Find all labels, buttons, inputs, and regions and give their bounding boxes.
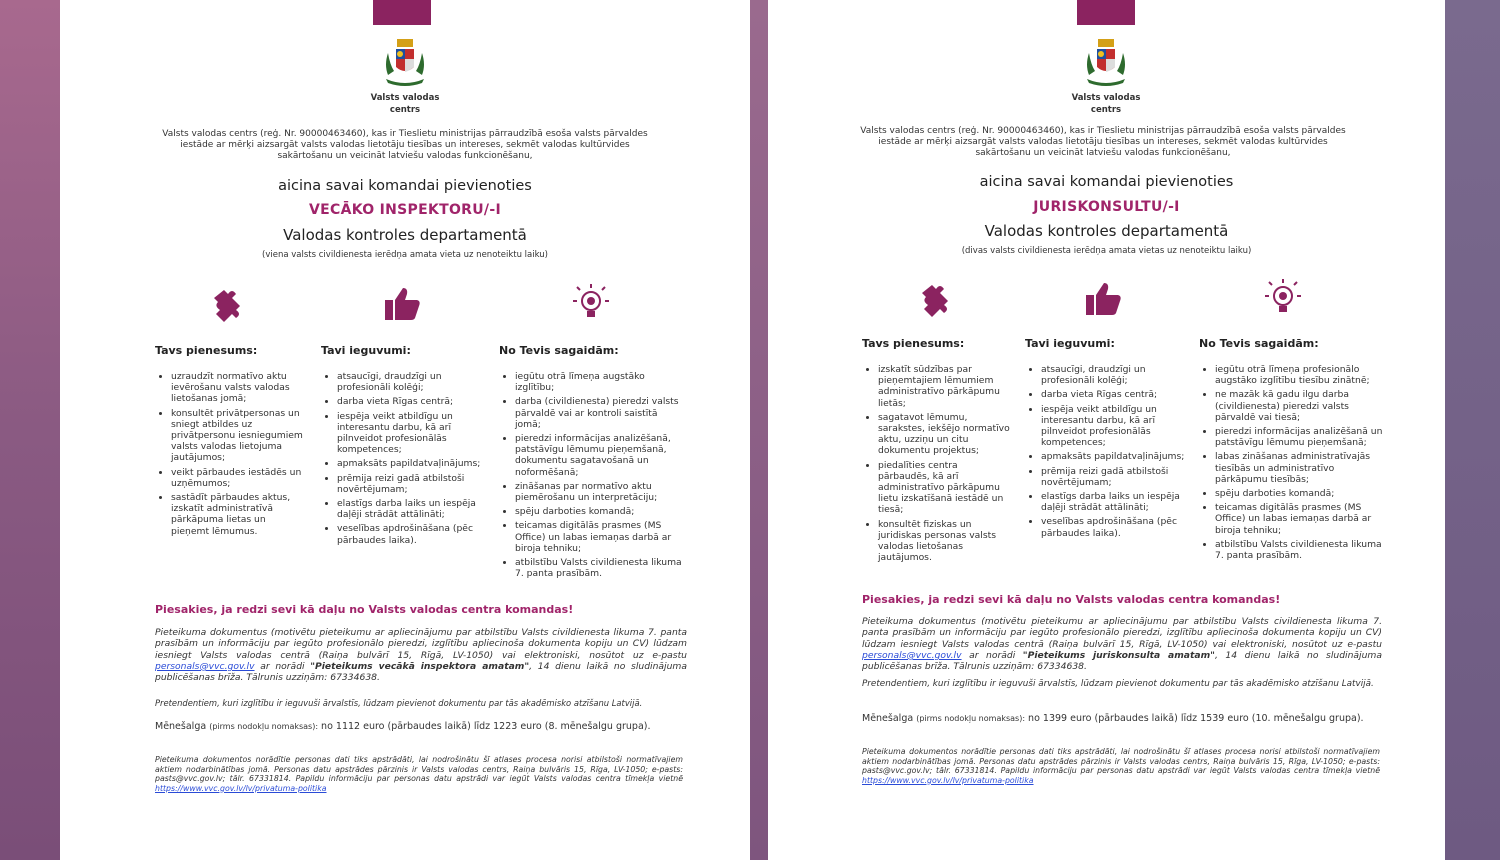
logo — [1066, 35, 1146, 115]
document-page-2 — [768, 0, 1445, 860]
list-item: • sastādīt pārbaudes aktus, izskatīt administratīvā pārkāpuma lietas un pieņemt lēmumus. — [171, 492, 305, 537]
document-page-1 — [60, 0, 750, 860]
invite-text: aicina savai komandai pievienoties — [979, 174, 1234, 190]
list-item: • konsultēt privātpersonas un sniegt atbildes uz privātpersonu iesniegumiem valsts valodas lietojuma jautājumos; — [171, 408, 305, 464]
post-type: (viena valsts civildienesta ierēdņa amata vieta uz nenoteiktu laiku) — [262, 250, 548, 260]
column-contribution — [862, 337, 1012, 566]
foreign-education-text: Pretendentiem, kuri izglītību ir ieguvuši ārvalstīs, lūdzam pievienot dokumentu par tās akadēmisko atzīšanu Latvijā. — [862, 679, 1374, 689]
puzzle-icon — [916, 279, 960, 319]
list-item: • iespēja veikt atbildīgu un interesantu darbu, kā arī pilnveidot profesionālās kompetences; — [1041, 404, 1190, 449]
logo-name-2: centrs — [1090, 105, 1122, 115]
list-item: • apmaksāts papildatvaļinājums; — [337, 458, 486, 469]
list-item: • darba (civildienesta) pieredzi valsts pārvaldē vai ar kontroli saistītā jomā; — [515, 396, 684, 430]
role-title: VECĀKO INSPEKTORU/-I — [309, 202, 501, 218]
salary-text: Mēnešalga (pirms nodokļu nomaksas): no 1112 euro (pārbaudes laikā) līdz 1223 euro (8. mēnešalgu grupa). — [155, 721, 651, 732]
list-item: • atbilstību Valsts civildienesta likuma 7. panta prasībām. — [515, 557, 684, 579]
column-requirements — [1199, 337, 1384, 564]
list-item: • iespēja veikt atbildīgu un interesantu darbu, kā arī pilnveidot profesionālās kompetences; — [337, 411, 486, 456]
intro-text: Valsts valodas centrs (reģ. Nr. 90000463460), kas ir Tieslietu ministrijas pārraudzībā esoša valsts pārvaldes iestāde ar mērķi aizsargāt valsts valodas lietotāju tiesības un intereses, sekmēt valodas kultūrvides sakārtošanu un veicināt latviešu valodas funkcionēšanu, — [860, 126, 1346, 158]
email-link[interactable]: personals@vvc.gov.lv — [155, 660, 255, 672]
bullet-list — [321, 371, 486, 546]
list-item: • piedalīties centra pārbaudēs, kā arī administratīvo pārkāpumu lietu izskatīšanā iestādē un tiesā; — [878, 460, 1012, 516]
logo-name-1: Valsts valodas — [1071, 93, 1141, 103]
coat-of-arms-icon — [382, 35, 428, 87]
list-item: • pieredzi informācijas analizēšanā un patstāvīgu lēmumu pieņemšanā; — [1215, 426, 1384, 448]
bullet-list — [155, 371, 305, 537]
privacy-link[interactable]: https://www.vvc.gov.lv/lv/privatuma-politika — [155, 783, 327, 793]
list-item: • elastīgs darba laiks un iespēja daļēji strādāt attālināti; — [1041, 491, 1190, 513]
application-text: Pieteikuma dokumentus (motivētu pieteikumu ar apliecinājumu par atbilstību Valsts civildienesta likuma 7. panta prasībām un informāciju par iegūto profesionālo pieredzi, izglītību apliecinoša dokumenta kopiju un CV) lūdzam iesniegt Valsts valodas centrā (Raiņa bulvārī 15, Rīgā, LV-1050) vai elektroniski, nosūtot uz e-pastu personals@vvc.gov.lv ar norādi "Pieteikums juriskonsulta amatam", 14 dienu laikā no sludinājuma publicēšanas brīža. Tālrunis uzziņām: 67334638. — [862, 616, 1382, 673]
call-to-action: Piesakies, ja redzi sevi kā daļu no Valsts valodas centra komandas! — [862, 593, 1281, 606]
column-benefits — [321, 344, 486, 549]
list-item: • zināšanas par normatīvo aktu piemērošanu un interpretāciju; — [515, 481, 684, 503]
list-item: • uzraudzīt normatīvo aktu ievērošanu valsts valodas lietošanas jomā; — [171, 371, 305, 405]
puzzle-icon — [208, 284, 252, 324]
list-item: • iegūtu otrā līmeņa augstāko izglītību; — [515, 371, 684, 393]
list-item: • veselības apdrošināšana (pēc pārbaudes laika). — [1041, 516, 1190, 538]
logo-name-1: Valsts valodas — [370, 93, 440, 103]
background-right — [1445, 0, 1500, 860]
column-title: No Tevis sagaidām: — [499, 344, 619, 357]
list-item: • veselības apdrošināšana (pēc pārbaudes laika). — [337, 523, 486, 545]
department: Valodas kontroles departamentā — [984, 222, 1229, 240]
logo-name-2: centrs — [389, 105, 421, 115]
list-item: • labas zināšanas administratīvajās tiesībās un administratīvo pārkāpumu tiesībās; — [1215, 451, 1384, 485]
list-item: • darba vieta Rīgas centrā; — [337, 396, 486, 407]
list-item: • atbilstību Valsts civildienesta likuma 7. panta prasībām. — [1215, 539, 1384, 561]
lightbulb-icon — [1261, 277, 1305, 317]
department: Valodas kontroles departamentā — [283, 226, 527, 244]
lightbulb-icon — [569, 282, 613, 322]
intro-text: Valsts valodas centrs (reģ. Nr. 90000463460), kas ir Tieslietu ministrijas pārraudzībā esoša valsts pārvaldes iestāde ar mērķi aizsargāt valsts valodas lietotāju tiesības un intereses, sekmēt valodas kultūrvides sakārtošanu un veicināt latviešu valodas funkcionēšanu, — [162, 129, 648, 161]
email-link[interactable]: personals@vvc.gov.lv — [862, 649, 962, 661]
foreign-education-text: Pretendentiem, kuri izglītību ir ieguvuši ārvalstīs, lūdzam pievienot dokumentu par tās akadēmisko atzīšanu Latvijā. — [155, 698, 643, 708]
bullet-list — [1025, 364, 1190, 539]
post-type: (divas valsts civildienesta ierēdņa amata vietas uz nenoteiktu laiku) — [961, 246, 1252, 256]
list-item: • iegūtu otrā līmeņa profesionālo augstāko izglītību tiesību zinātnē; — [1215, 364, 1384, 386]
background-left — [0, 0, 60, 860]
column-title: Tavi ieguvumi: — [1025, 337, 1115, 350]
list-item: • ne mazāk kā gadu ilgu darba (civildienesta) pieredzi valsts pārvaldē vai tiesā; — [1215, 389, 1384, 423]
list-item: • atsaucīgi, draudzīgi un profesionāli kolēģi; — [1041, 364, 1190, 386]
column-title: Tavi ieguvumi: — [321, 344, 411, 357]
role-title: JURISKONSULTU/-I — [1033, 199, 1180, 215]
list-item: • darba vieta Rīgas centrā; — [1041, 389, 1190, 400]
privacy-text: Pieteikuma dokumentos norādītie personas dati tiks apstrādāti, lai nodrošinātu šī atlases procesa norisi atbilstoši normatīvajiem aktiem nodarbinātības jomā. Personas datu apstrādes pārzinis ir Valsts valodas centrs, Raiņa bulvāris 15, Rīga, LV-1050; e-pasts: pasts@vvc.gov.lv; tālr. 67331814. Papildu informāciju par personas datu apstrādi var iegūt Valsts valodas centra tīmekļa vietnē https://www.vvc.gov.lv/lv/privatuma-politika — [862, 747, 1380, 785]
list-item: • atsaucīgi, draudzīgi un profesionāli kolēģi; — [337, 371, 486, 393]
list-item: • spēju darboties komandā; — [515, 506, 684, 517]
list-item: • konsultēt fiziskas un juridiskas personas valsts valodas lietošanas jautājumos. — [878, 519, 1012, 564]
list-item: • izskatīt sūdzības par pieņemtajiem lēmumiem administratīvo pārkāpumu lietās; — [878, 364, 1012, 409]
thumbs-up-icon — [1082, 279, 1126, 319]
list-item: • teicamas digitālās prasmes (MS Office) un labas iemaņas darbā ar biroja tehniku; — [515, 520, 684, 554]
application-text: Pieteikuma dokumentus (motivētu pieteikumu ar apliecinājumu par atbilstību Valsts civildienesta likuma 7. panta prasībām un informāciju par iegūto profesionālo pieredzi, izglītību apliecinoša dokumenta kopiju un CV) lūdzam iesniegt Valsts valodas centrā (Raiņa bulvārī 15, Rīgā, LV-1050) vai elektroniski, nosūtot uz e-pastu personals@vvc.gov.lv ar norādi "Pieteikums vecākā inspektora amatam", 14 dienu laikā no sludinājuma publicēšanas brīža. Tālrunis uzziņām: 67334638. — [155, 627, 687, 684]
column-contribution — [155, 344, 305, 540]
list-item: • spēju darboties komandā; — [1215, 488, 1384, 499]
list-item: • pieredzi informācijas analizēšanā, patstāvīgu lēmumu pieņemšanā, dokumentu sagatavošanā un noformēšanā; — [515, 433, 684, 478]
privacy-text: Pieteikuma dokumentos norādītie personas dati tiks apstrādāti, lai nodrošinātu šī atlases procesa norisi atbilstoši normatīvajiem aktiem nodarbinātības jomā. Personas datu apstrādes pārzinis ir Valsts valodas centrs, Raiņa bulvāris 15, Rīga, LV-1050; e-pasts: pasts@vvc.gov.lv; tālr. 67331814. Papildu informāciju par personas datu apstrādi var iegūt Valsts valodas centra tīmekļa vietnē https://www.vvc.gov.lv/lv/privatuma-politika — [155, 755, 683, 793]
bullet-list — [499, 371, 684, 579]
bullet-list — [1199, 364, 1384, 561]
column-title: Tavs pienesums: — [155, 344, 258, 357]
header-bar — [373, 0, 431, 25]
list-item: • apmaksāts papildatvaļinājums; — [1041, 451, 1190, 462]
list-item: • prēmija reizi gadā atbilstoši novērtējumam; — [337, 473, 486, 495]
invite-text: aicina savai komandai pievienoties — [278, 178, 532, 194]
list-item: • teicamas digitālās prasmes (MS Office) un labas iemaņas darbā ar biroja tehniku; — [1215, 502, 1384, 536]
call-to-action: Piesakies, ja redzi sevi kā daļu no Valsts valodas centra komandas! — [155, 603, 574, 616]
header-bar — [1077, 0, 1135, 25]
list-item: • prēmija reizi gadā atbilstoši novērtējumam; — [1041, 466, 1190, 488]
list-item: • sagatavot lēmumu, sarakstes, iekšējo normatīvo aktu, uzziņu un citu dokumentu projektus; — [878, 412, 1012, 457]
coat-of-arms-icon — [1083, 35, 1129, 87]
column-title: Tavs pienesums: — [862, 337, 965, 350]
column-title: No Tevis sagaidām: — [1199, 337, 1319, 350]
thumbs-up-icon — [381, 284, 425, 324]
privacy-link[interactable]: https://www.vvc.gov.lv/lv/privatuma-politika — [862, 775, 1034, 785]
bullet-list — [862, 364, 1012, 563]
column-requirements — [499, 344, 684, 582]
column-benefits — [1025, 337, 1190, 542]
logo — [365, 35, 445, 115]
list-item: • veikt pārbaudes iestādēs un uzņēmumos; — [171, 467, 305, 489]
list-item: • elastīgs darba laiks un iespēja daļēji strādāt attālināti; — [337, 498, 486, 520]
salary-text: Mēnešalga (pirms nodokļu nomaksas): no 1399 euro (pārbaudes laikā) līdz 1539 euro (10. mēnešalgu grupa). — [862, 713, 1364, 724]
